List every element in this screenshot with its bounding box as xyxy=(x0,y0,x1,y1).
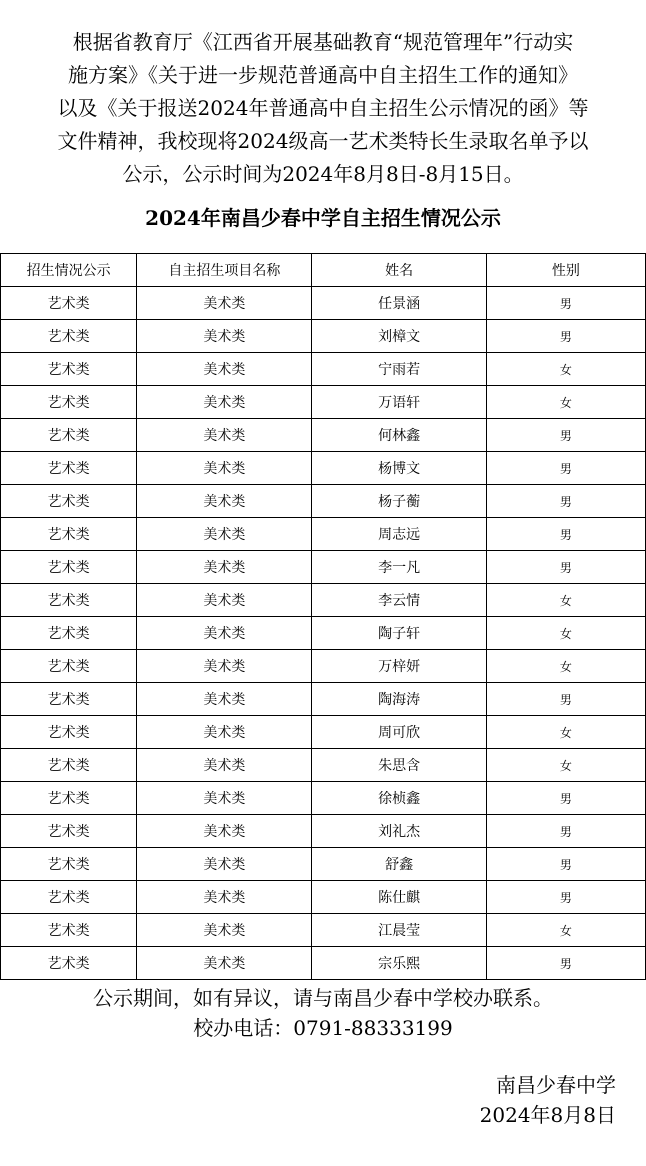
cell-name: 万梓妍 xyxy=(312,650,486,683)
table-row xyxy=(1,749,646,782)
cell-category: 艺术类 xyxy=(1,320,137,353)
cell-gender: 男 xyxy=(486,419,645,452)
cell-gender: 男 xyxy=(486,485,645,518)
cell-gender: 女 xyxy=(486,914,645,947)
cell-name: 周志远 xyxy=(312,518,486,551)
cell-category: 艺术类 xyxy=(1,287,137,320)
header-gender: 性别 xyxy=(486,254,645,287)
cell-name: 陈仕麒 xyxy=(312,881,486,914)
table-row xyxy=(1,881,646,914)
cell-name: 江晨莹 xyxy=(312,914,486,947)
page-title: 2024年南昌少春中学自主招生情况公示 xyxy=(145,206,501,230)
cell-gender: 女 xyxy=(486,716,645,749)
cell-gender: 男 xyxy=(486,551,645,584)
cell-name: 任景涵 xyxy=(312,287,486,320)
cell-name: 刘樟文 xyxy=(312,320,486,353)
cell-name: 刘礼杰 xyxy=(312,815,486,848)
cell-category: 艺术类 xyxy=(1,419,137,452)
table-row xyxy=(1,617,646,650)
cell-name: 宗乐熙 xyxy=(312,947,486,980)
cell-project: 美术类 xyxy=(137,452,312,485)
intro-line: 以及《关于报送2024年普通高中自主招生公示情况的函》等 xyxy=(57,96,589,120)
office-phone: 校办电话：0791-88333199 xyxy=(193,1016,453,1040)
admission-table xyxy=(0,253,646,980)
intro-line: 施方案》《关于进一步规范普通高中自主招生工作的通知》 xyxy=(68,63,578,87)
intro-line: 根据省教育厅《江西省开展基础教育“规范管理年”行动实 xyxy=(72,30,574,54)
cell-name: 宁雨若 xyxy=(312,353,486,386)
cell-gender: 男 xyxy=(486,683,645,716)
cell-category: 艺术类 xyxy=(1,485,137,518)
table-row xyxy=(1,815,646,848)
cell-name: 陶海涛 xyxy=(312,683,486,716)
cell-project: 美术类 xyxy=(137,320,312,353)
table-row xyxy=(1,452,646,485)
cell-project: 美术类 xyxy=(137,716,312,749)
table-row xyxy=(1,386,646,419)
cell-project: 美术类 xyxy=(137,386,312,419)
cell-category: 艺术类 xyxy=(1,848,137,881)
cell-project: 美术类 xyxy=(137,881,312,914)
cell-gender: 男 xyxy=(486,782,645,815)
cell-project: 美术类 xyxy=(137,419,312,452)
table-row xyxy=(1,782,646,815)
table-row xyxy=(1,353,646,386)
cell-category: 艺术类 xyxy=(1,353,137,386)
cell-category: 艺术类 xyxy=(1,584,137,617)
cell-gender: 女 xyxy=(486,584,645,617)
cell-category: 艺术类 xyxy=(1,650,137,683)
signature-date: 2024年8月8日 xyxy=(479,1103,616,1127)
cell-gender: 男 xyxy=(486,947,645,980)
table-row xyxy=(1,716,646,749)
cell-category: 艺术类 xyxy=(1,881,137,914)
cell-project: 美术类 xyxy=(137,650,312,683)
cell-project: 美术类 xyxy=(137,287,312,320)
cell-name: 杨博文 xyxy=(312,452,486,485)
cell-category: 艺术类 xyxy=(1,947,137,980)
signature-block xyxy=(416,1070,616,1130)
intro-line: 文件精神，我校现将2024级高一艺术类特长生录取名单予以 xyxy=(57,129,589,153)
cell-name: 杨子蘅 xyxy=(312,485,486,518)
cell-project: 美术类 xyxy=(137,749,312,782)
objection-note: 公示期间，如有异议，请与南昌少春中学校办联系。 xyxy=(93,986,553,1010)
cell-name: 李一凡 xyxy=(312,551,486,584)
cell-category: 艺术类 xyxy=(1,683,137,716)
table-row xyxy=(1,584,646,617)
cell-project: 美术类 xyxy=(137,848,312,881)
header-project: 自主招生项目名称 xyxy=(137,254,312,287)
table-row xyxy=(1,914,646,947)
cell-project: 美术类 xyxy=(137,584,312,617)
cell-gender: 男 xyxy=(486,320,645,353)
cell-gender: 男 xyxy=(486,287,645,320)
cell-gender: 女 xyxy=(486,650,645,683)
table-row xyxy=(1,320,646,353)
table-row xyxy=(1,287,646,320)
cell-category: 艺术类 xyxy=(1,749,137,782)
cell-name: 舒鑫 xyxy=(312,848,486,881)
cell-category: 艺术类 xyxy=(1,518,137,551)
cell-name: 朱思含 xyxy=(312,749,486,782)
cell-project: 美术类 xyxy=(137,353,312,386)
header-name: 姓名 xyxy=(312,254,486,287)
cell-name: 周可欣 xyxy=(312,716,486,749)
cell-gender: 男 xyxy=(486,848,645,881)
cell-project: 美术类 xyxy=(137,914,312,947)
cell-gender: 男 xyxy=(486,452,645,485)
cell-project: 美术类 xyxy=(137,683,312,716)
cell-gender: 女 xyxy=(486,617,645,650)
header-category: 招生情况公示 xyxy=(1,254,137,287)
table-row xyxy=(1,485,646,518)
cell-name: 徐桢鑫 xyxy=(312,782,486,815)
intro-line: 公示，公示时间为2024年8月8日-8月15日。 xyxy=(122,162,524,186)
table-header-row xyxy=(1,254,646,287)
cell-project: 美术类 xyxy=(137,518,312,551)
cell-category: 艺术类 xyxy=(1,782,137,815)
cell-project: 美术类 xyxy=(137,485,312,518)
cell-project: 美术类 xyxy=(137,815,312,848)
cell-name: 万语轩 xyxy=(312,386,486,419)
cell-category: 艺术类 xyxy=(1,914,137,947)
table-row xyxy=(1,419,646,452)
cell-project: 美术类 xyxy=(137,551,312,584)
table-row xyxy=(1,947,646,980)
signature-school: 南昌少春中学 xyxy=(496,1073,616,1097)
cell-gender: 女 xyxy=(486,749,645,782)
intro-paragraph xyxy=(8,26,638,191)
cell-gender: 男 xyxy=(486,518,645,551)
table-row xyxy=(1,650,646,683)
cell-name: 李云情 xyxy=(312,584,486,617)
cell-name: 陶子轩 xyxy=(312,617,486,650)
cell-gender: 女 xyxy=(486,386,645,419)
cell-category: 艺术类 xyxy=(1,452,137,485)
cell-category: 艺术类 xyxy=(1,716,137,749)
cell-gender: 男 xyxy=(486,881,645,914)
cell-gender: 女 xyxy=(486,353,645,386)
cell-name: 何林鑫 xyxy=(312,419,486,452)
cell-category: 艺术类 xyxy=(1,386,137,419)
cell-category: 艺术类 xyxy=(1,815,137,848)
table-row xyxy=(1,683,646,716)
cell-category: 艺术类 xyxy=(1,617,137,650)
cell-category: 艺术类 xyxy=(1,551,137,584)
cell-project: 美术类 xyxy=(137,947,312,980)
table-body xyxy=(1,287,646,980)
table-row xyxy=(1,848,646,881)
table-row xyxy=(1,551,646,584)
cell-project: 美术类 xyxy=(137,782,312,815)
cell-project: 美术类 xyxy=(137,617,312,650)
table-row xyxy=(1,518,646,551)
cell-gender: 男 xyxy=(486,815,645,848)
